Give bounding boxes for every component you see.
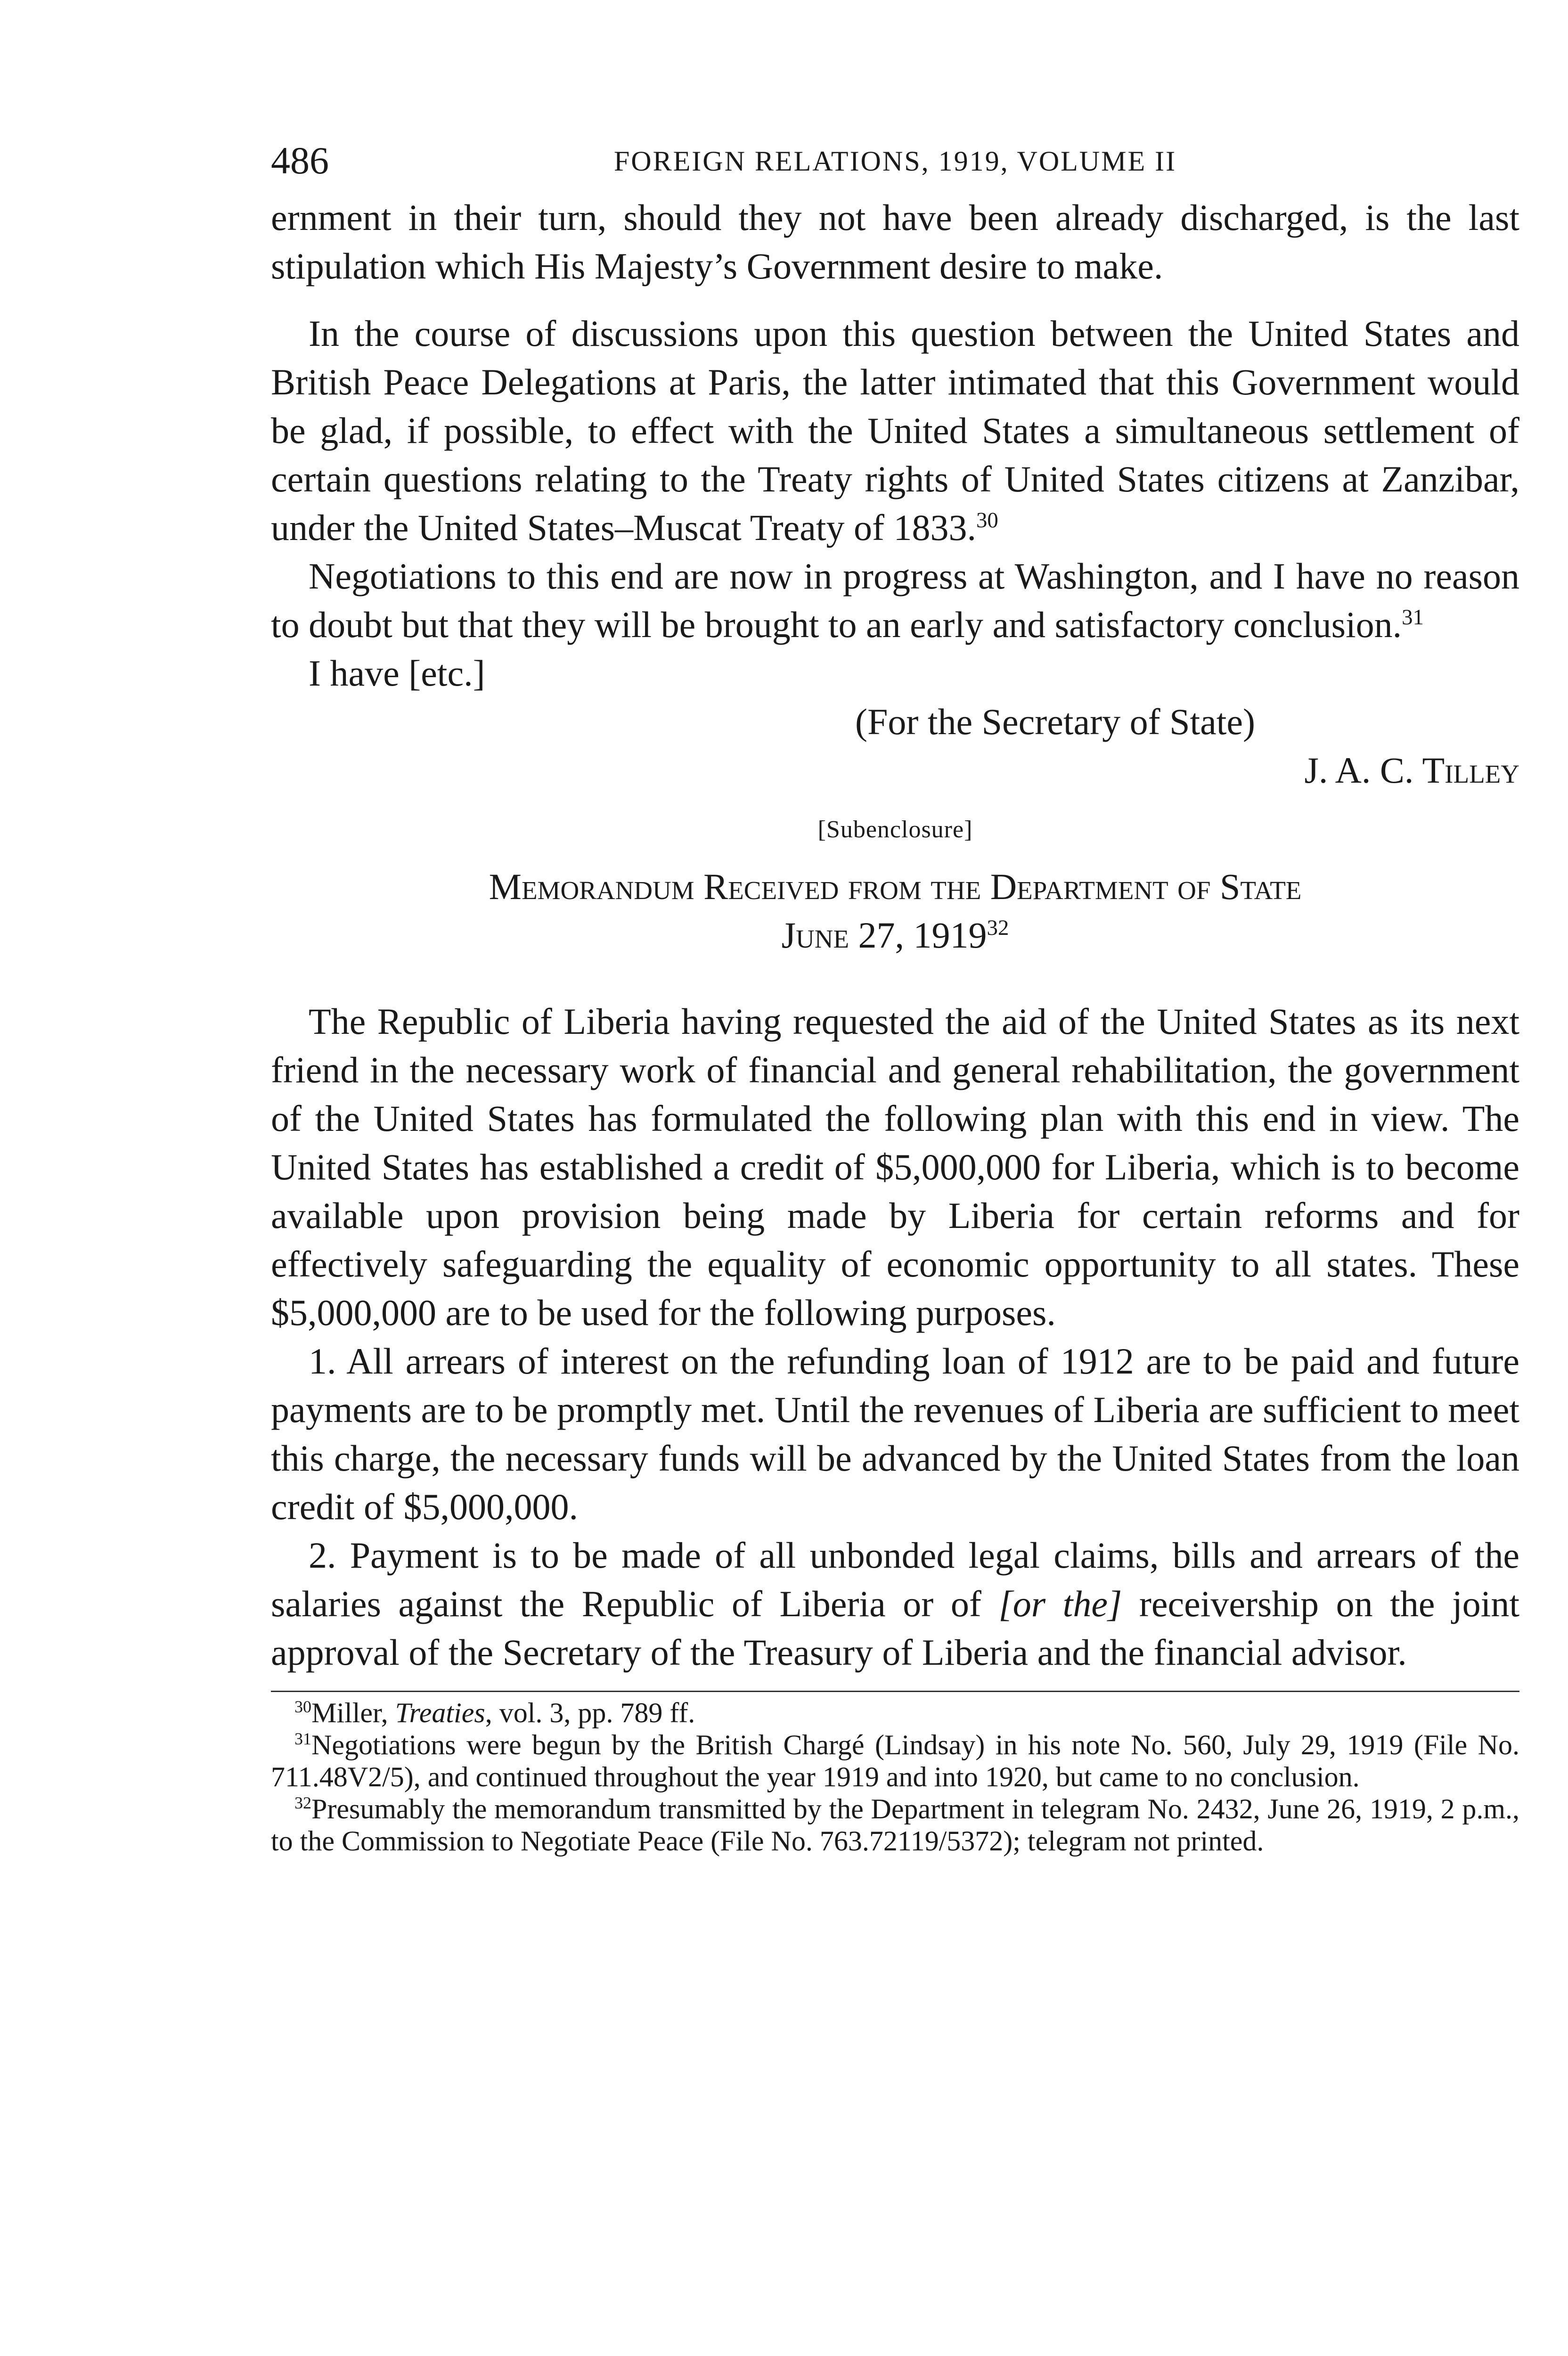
- footnote-31-number: 31: [294, 1729, 311, 1748]
- signature-block: [855, 697, 1519, 794]
- running-title: FOREIGN RELATIONS, 1919, VOLUME II: [613, 146, 1177, 177]
- memo-spacer: [271, 959, 1519, 997]
- paragraph-continuation: ernment in their turn, should they not have been already discharged, is the last stipulation which His Majesty’s Government desire to make.: [271, 197, 1519, 286]
- paragraph-negotiations: [271, 552, 1519, 649]
- memo-item-2-end: receivership on the joint approval of the Secretary of the Treasury of Liberia and the financial advisor.: [271, 1583, 1520, 1673]
- memo-item-2-start: 2. Payment is to be made of all unbonded legal claims, bills and arrears of the salaries against the Republic of Liberia or of: [271, 1535, 1519, 1624]
- running-head: [271, 141, 1519, 193]
- footnote-30-number: 30: [294, 1697, 311, 1716]
- memo-title-line2: June 27, 1919: [781, 915, 987, 956]
- footnote-32-number: 32: [294, 1793, 311, 1812]
- memo-item-2-bracket: [or the]: [998, 1583, 1122, 1624]
- footnote-30: [271, 1697, 1519, 1729]
- paragraph-discussions: [271, 309, 1519, 552]
- memo-title: [271, 862, 1519, 959]
- footnote-31: [271, 1729, 1519, 1793]
- signature-name: J. A. C. Tilley: [1304, 750, 1519, 791]
- footnote-ref-32: 32: [987, 916, 1009, 940]
- footnote-32-text: Presumably the memorandum transmitted by the Department in telegram No. 2432, June 26, 1919, 2 p.m., to the Commission to Negotiate Peace (File No. 763.72119/5372); telegram not printed.: [271, 1793, 1519, 1857]
- footnote-31-text: Negotiations were begun by the British Chargé (Lindsay) in his note No. 560, July 29, 1919 (File No. 711.48V2/5), and continued throughout the year 1919 and into 1920, but came to no conclusion.: [271, 1729, 1519, 1792]
- footnote-rule: [271, 1691, 1519, 1692]
- paragraph-negotiations-text: Negotiations to this end are now in progress at Washington, and I have no reason to doubt but that they will be brought to an early and satisfactory conclusion.: [271, 556, 1519, 645]
- signature-capacity: (For the Secretary of State): [855, 701, 1256, 742]
- footnote-32: [271, 1793, 1519, 1857]
- memo-paragraph-item-2: [271, 1531, 1519, 1677]
- paragraph-discussions-text: In the course of discussions upon this question between the United States and British Peace Delegations at Paris, the latter intimated that this Government would be glad, if possible, to effect with the United States a simultaneous settlement of certain questions relating to the Treaty rights of United States citizens at Zanzibar, under the United States–Muscat Treaty of 1833.: [271, 313, 1519, 548]
- footnote-ref-30: 30: [976, 508, 998, 532]
- document-page: [271, 141, 1519, 1857]
- memo-title-line1: Memorandum Received from the Department of State: [489, 866, 1302, 907]
- footnote-30-author: Miller,: [311, 1697, 388, 1728]
- footnote-30-title: Treaties: [395, 1697, 485, 1728]
- footnote-ref-31: 31: [1402, 605, 1424, 630]
- memo-paragraph-item-1: 1. All arrears of interest on the refunding loan of 1912 are to be paid and future payments are to be promptly met. Until the revenues of Liberia are sufficient to meet this charge, the necessary funds will be advanced by the United States from the loan credit of $5,000,000.: [271, 1341, 1519, 1527]
- subenclosure-label: [Subenclosure]: [817, 816, 973, 843]
- paragraph-complimentary-close: I have [etc.]: [309, 653, 485, 694]
- footnotes: [271, 1697, 1519, 1857]
- footnote-30-rest: , vol. 3, pp. 789 ff.: [485, 1697, 695, 1728]
- memo-paragraph-intro: The Republic of Liberia having requested the aid of the United States as its next friend in the necessary work of financial and general rehabilitation, the government of the United States has formulated the following plan with this end in view. The United States has established a credit of $5,000,000 for Liberia, which is to become available upon provision being made by Liberia for certain reforms and for effectively safeguarding the equality of economic opportunity to all states. These $5,000,000 are to be used for the following purposes.: [271, 1001, 1519, 1333]
- page-number: 486: [271, 139, 329, 182]
